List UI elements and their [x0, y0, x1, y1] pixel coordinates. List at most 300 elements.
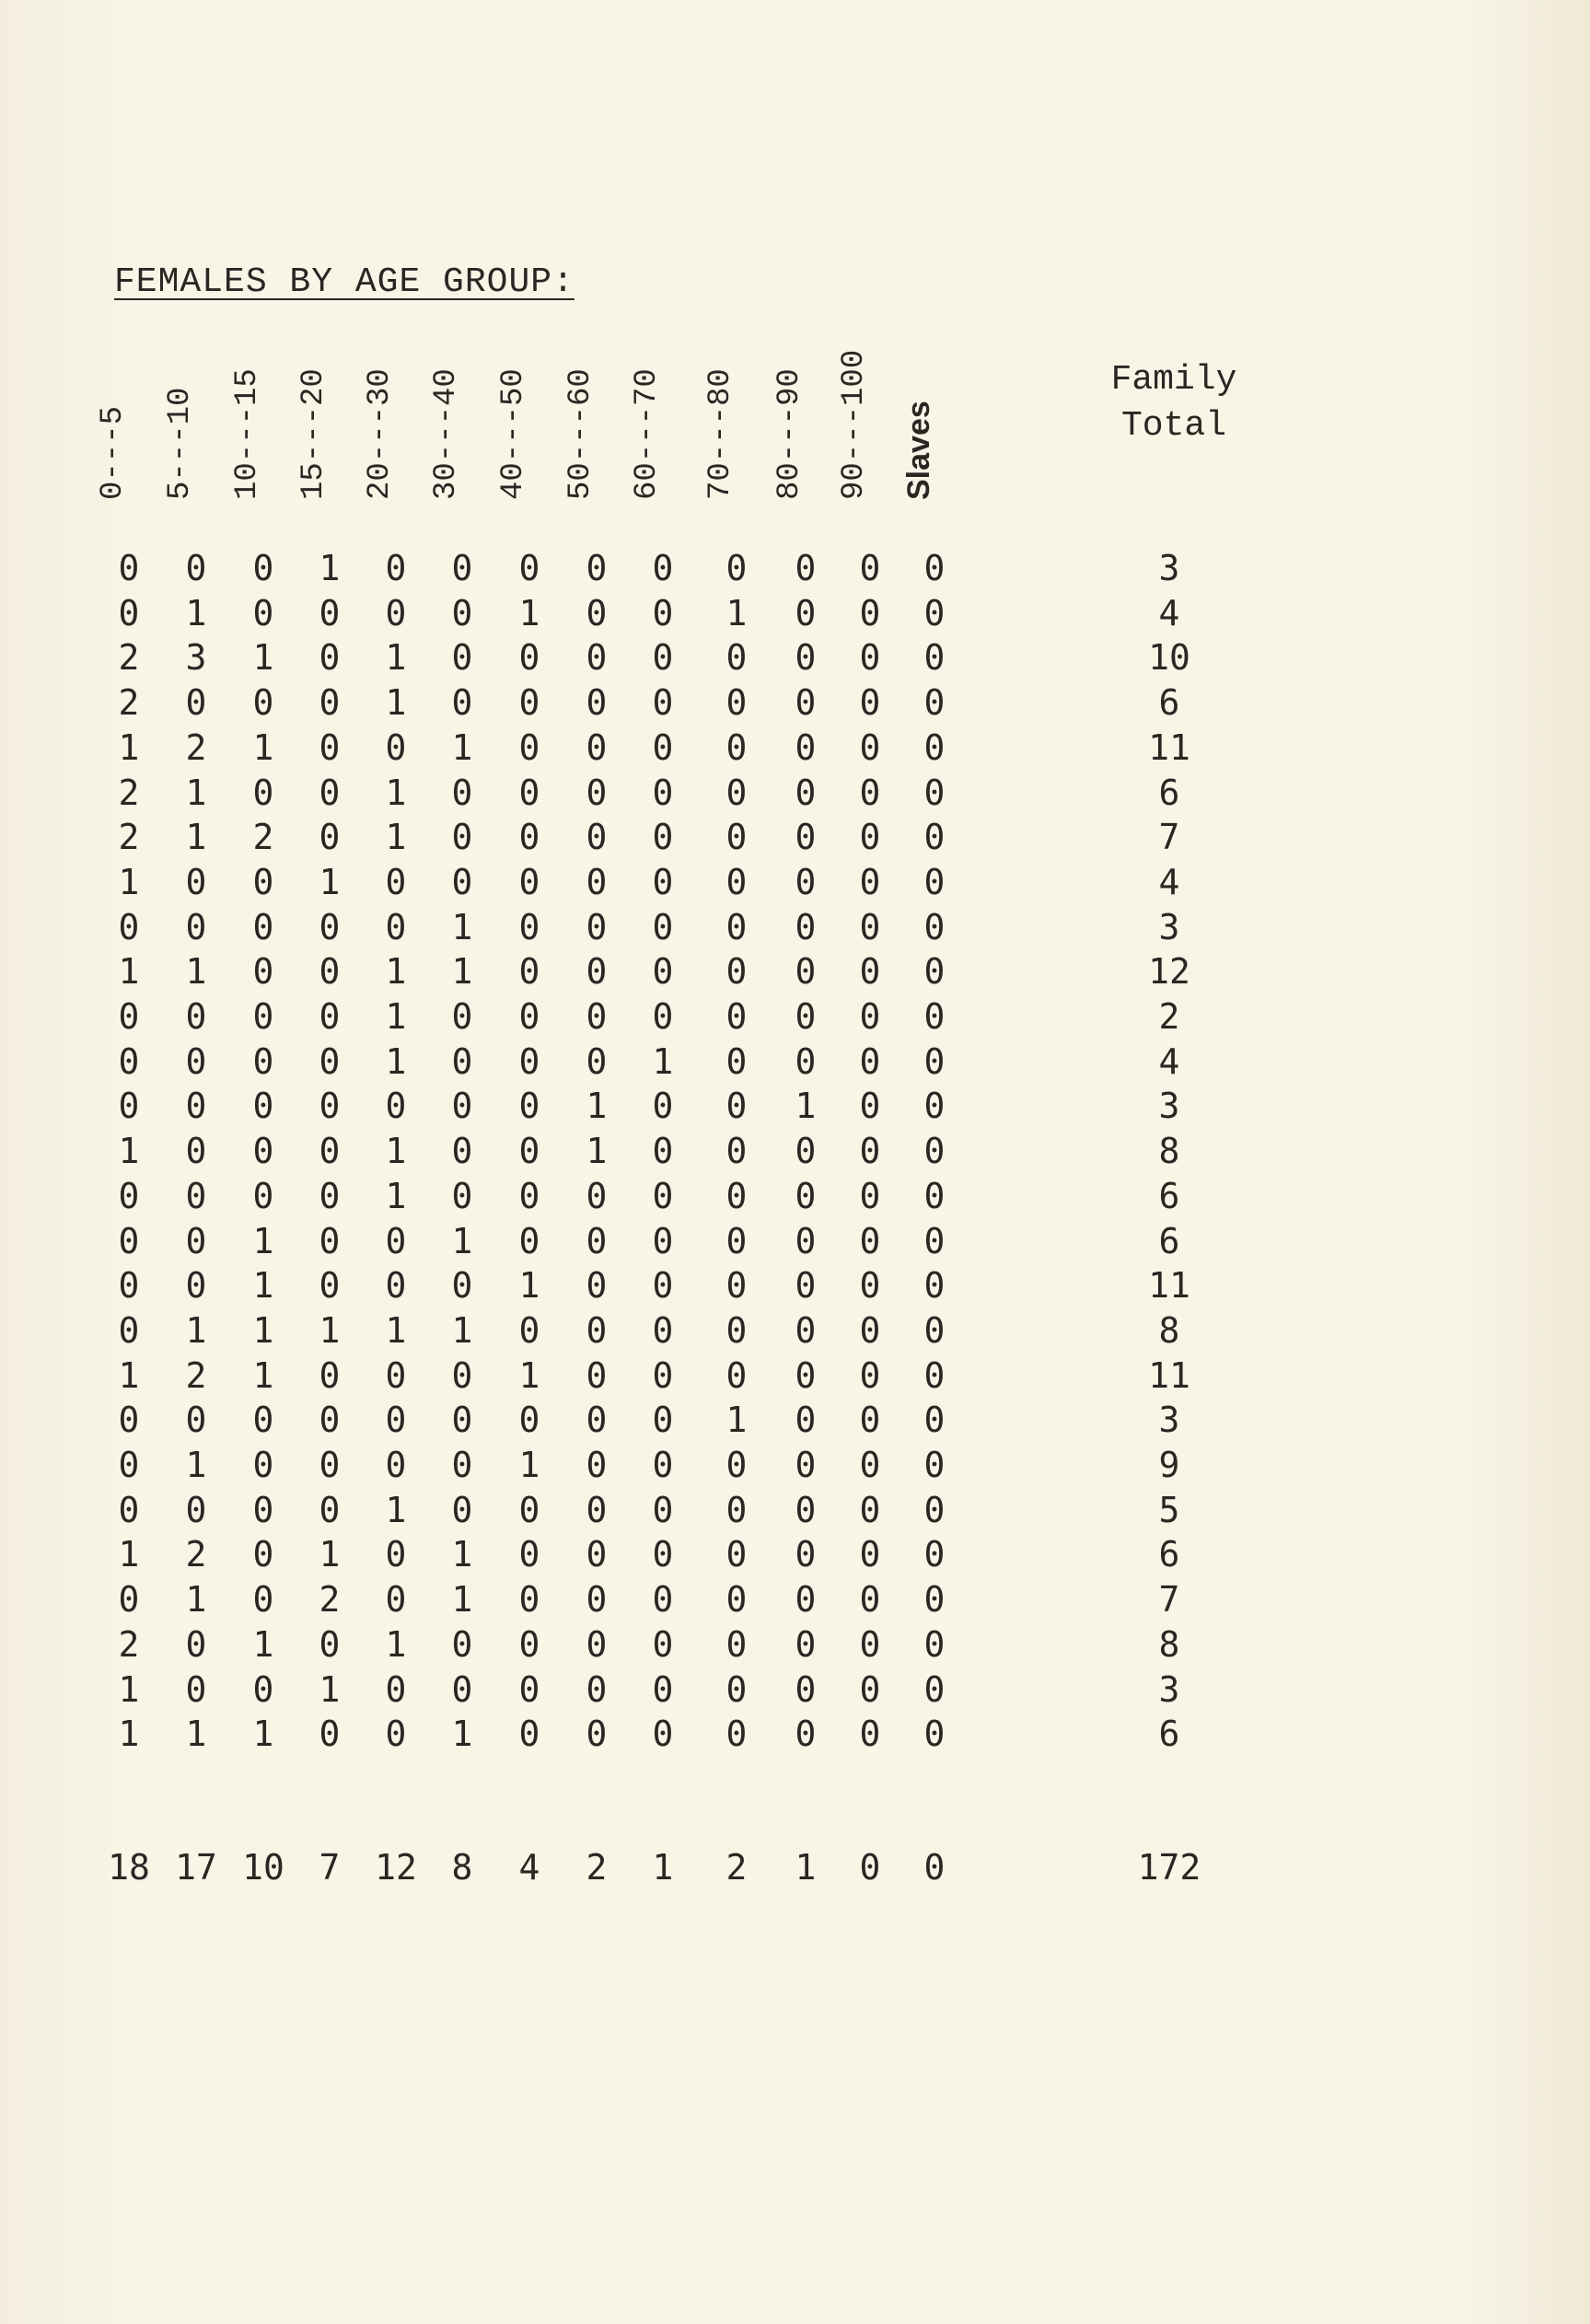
table-row — [0, 1129, 1289, 1173]
table-cell: 0 — [652, 1400, 674, 1441]
table-cell: 1 — [451, 1220, 473, 1261]
table-cell: 0 — [652, 1220, 674, 1261]
table-cell: 0 — [725, 1534, 748, 1575]
table-cell: 1 — [586, 1131, 608, 1172]
table-cell: 0 — [319, 1489, 341, 1530]
table-cell: 0 — [795, 1400, 817, 1441]
table-cell: 1 — [451, 951, 473, 993]
table-cell: 0 — [795, 1220, 817, 1261]
table-cell: 0 — [118, 906, 140, 947]
table-cell: 0 — [385, 1220, 407, 1261]
table-cell: 1 — [518, 1354, 540, 1396]
table-cell: 1 — [319, 1309, 341, 1351]
table-cell: 2 — [118, 772, 140, 813]
table-cell: 1 — [252, 637, 274, 679]
column-header-label: 50---60 — [563, 368, 598, 500]
table-cell: 0 — [859, 637, 881, 679]
table-cell: 0 — [185, 1175, 207, 1216]
table-cell: 0 — [859, 1175, 881, 1216]
table-row — [0, 1084, 1289, 1128]
table-cell: 0 — [185, 1131, 207, 1172]
table-cell: 1 — [451, 1579, 473, 1621]
table-cell: 1 — [385, 772, 407, 813]
table-cell: 0 — [795, 817, 817, 858]
table-cell: 0 — [118, 1086, 140, 1127]
table-row — [0, 771, 1289, 815]
family-total-cell: 3 — [1158, 1400, 1180, 1441]
column-total-cell: 8 — [451, 1847, 473, 1888]
table-row — [0, 1532, 1289, 1576]
table-cell: 0 — [586, 1534, 608, 1575]
table-cell: 0 — [923, 1445, 946, 1485]
column-header-label: 70---80 — [703, 368, 738, 500]
table-cell: 0 — [185, 861, 207, 902]
table-cell: 0 — [586, 861, 608, 902]
table-cell: 0 — [385, 1354, 407, 1396]
table-cell: 0 — [923, 1579, 946, 1621]
family-total-cell: 4 — [1158, 592, 1180, 633]
table-cell: 1 — [252, 1265, 274, 1307]
table-cell: 0 — [319, 996, 341, 1037]
family-total-cell: 12 — [1148, 951, 1190, 993]
table-cell: 0 — [652, 1489, 674, 1530]
table-row — [0, 635, 1289, 680]
table-cell: 0 — [586, 1040, 608, 1082]
table-cell: 0 — [859, 682, 881, 724]
table-cell: 0 — [586, 1623, 608, 1665]
column-header — [230, 331, 286, 516]
age-group-headers — [0, 331, 1013, 516]
family-total-cell: 3 — [1158, 906, 1180, 947]
family-total-cell: 7 — [1158, 1579, 1180, 1621]
table-cell: 1 — [319, 1668, 341, 1710]
table-row — [0, 1712, 1289, 1756]
table-cell: 0 — [923, 772, 946, 813]
family-total-cell: 11 — [1148, 726, 1190, 768]
table-cell: 0 — [795, 772, 817, 813]
table-cell: 0 — [795, 1265, 817, 1307]
table-cell: 0 — [923, 682, 946, 724]
table-cell: 0 — [252, 1131, 274, 1172]
column-header — [901, 331, 957, 516]
table-cell: 0 — [725, 1354, 748, 1396]
column-header — [363, 331, 419, 516]
table-cell: 0 — [859, 548, 881, 588]
table-cell: 0 — [385, 906, 407, 947]
table-cell: 0 — [725, 548, 748, 588]
table-cell: 0 — [185, 1220, 207, 1261]
column-header — [563, 331, 620, 516]
table-row — [0, 1040, 1289, 1084]
table-cell: 1 — [185, 1579, 207, 1621]
family-total-cell: 4 — [1158, 1040, 1180, 1082]
table-cell: 1 — [252, 726, 274, 768]
table-cell: 0 — [185, 1400, 207, 1441]
grand-total-cell: 172 — [1137, 1847, 1201, 1888]
table-cell: 0 — [451, 682, 473, 724]
family-total-cell: 6 — [1158, 1175, 1180, 1216]
table-cell: 0 — [795, 1445, 817, 1485]
table-cell: 0 — [319, 682, 341, 724]
table-cell: 0 — [185, 906, 207, 947]
table-cell: 1 — [385, 817, 407, 858]
column-total-cell: 18 — [108, 1847, 150, 1888]
table-cell: 0 — [319, 637, 341, 679]
table-cell: 0 — [923, 1265, 946, 1307]
table-cell: 0 — [725, 1579, 748, 1621]
table-cell: 0 — [725, 861, 748, 902]
table-cell: 0 — [725, 1040, 748, 1082]
table-row — [0, 546, 1289, 590]
table-cell: 1 — [385, 951, 407, 993]
table-cell: 0 — [451, 1040, 473, 1082]
table-cell: 0 — [185, 1086, 207, 1127]
table-cell: 0 — [319, 1175, 341, 1216]
totals-row — [0, 1845, 1289, 1891]
table-cell: 0 — [652, 861, 674, 902]
table-cell: 1 — [185, 592, 207, 633]
table-cell: 1 — [319, 861, 341, 902]
family-total-cell: 8 — [1158, 1309, 1180, 1351]
table-cell: 0 — [185, 1040, 207, 1082]
table-cell: 0 — [185, 1265, 207, 1307]
table-cell: 1 — [385, 1040, 407, 1082]
table-cell: 0 — [859, 1714, 881, 1755]
table-cell: 0 — [652, 1579, 674, 1621]
column-header-label: 40---50 — [496, 368, 531, 500]
table-cell: 1 — [586, 1086, 608, 1127]
table-cell: 0 — [795, 1534, 817, 1575]
column-header — [163, 331, 219, 516]
table-cell: 0 — [923, 1131, 946, 1172]
table-cell: 0 — [859, 1489, 881, 1530]
table-cell: 0 — [859, 1354, 881, 1396]
table-cell: 1 — [185, 1445, 207, 1485]
table-cell: 0 — [252, 951, 274, 993]
table-cell: 0 — [118, 592, 140, 633]
table-cell: 0 — [652, 772, 674, 813]
table-cell: 0 — [725, 1623, 748, 1665]
table-cell: 0 — [795, 1040, 817, 1082]
table-row — [0, 1354, 1289, 1398]
table-cell: 0 — [923, 1623, 946, 1665]
table-cell: 1 — [385, 1623, 407, 1665]
table-cell: 0 — [252, 1489, 274, 1530]
column-header-label: 30---40 — [429, 368, 464, 500]
table-cell: 0 — [586, 1668, 608, 1710]
table-cell: 0 — [795, 1131, 817, 1172]
table-row — [0, 1488, 1289, 1532]
table-cell: 1 — [518, 592, 540, 633]
table-cell: 0 — [185, 1489, 207, 1530]
table-cell: 2 — [185, 726, 207, 768]
family-total-cell: 6 — [1158, 1714, 1180, 1755]
table-cell: 0 — [319, 817, 341, 858]
table-cell: 0 — [385, 1668, 407, 1710]
column-header — [429, 331, 485, 516]
table-cell: 0 — [252, 682, 274, 724]
table-cell: 0 — [518, 906, 540, 947]
table-cell: 0 — [385, 726, 407, 768]
table-cell: 0 — [586, 592, 608, 633]
table-cell: 0 — [859, 1086, 881, 1127]
table-cell: 1 — [185, 817, 207, 858]
table-cell: 0 — [652, 592, 674, 633]
table-cell: 0 — [518, 1668, 540, 1710]
table-cell: 0 — [319, 1131, 341, 1172]
table-cell: 0 — [319, 772, 341, 813]
table-cell: 0 — [185, 682, 207, 724]
table-cell: 0 — [586, 951, 608, 993]
table-cell: 1 — [252, 1220, 274, 1261]
table-cell: 1 — [385, 1489, 407, 1530]
table-cell: 0 — [451, 1131, 473, 1172]
table-cell: 0 — [923, 1309, 946, 1351]
table-cell: 0 — [652, 548, 674, 588]
table-cell: 0 — [652, 1131, 674, 1172]
table-cell: 1 — [725, 592, 748, 633]
table-cell: 0 — [252, 1445, 274, 1485]
table-cell: 0 — [451, 1623, 473, 1665]
table-cell: 0 — [652, 637, 674, 679]
table-cell: 1 — [185, 1714, 207, 1755]
table-cell: 1 — [451, 1309, 473, 1351]
table-cell: 0 — [118, 996, 140, 1037]
table-row — [0, 949, 1289, 994]
table-cell: 0 — [518, 1131, 540, 1172]
table-cell: 0 — [518, 1714, 540, 1755]
column-header — [630, 331, 686, 516]
table-cell: 0 — [118, 1579, 140, 1621]
table-cell: 0 — [586, 682, 608, 724]
family-total-cell: 4 — [1158, 861, 1180, 902]
table-cell: 0 — [923, 726, 946, 768]
table-cell: 1 — [385, 1175, 407, 1216]
table-cell: 0 — [518, 1309, 540, 1351]
table-cell: 0 — [451, 1265, 473, 1307]
table-cell: 0 — [725, 1175, 748, 1216]
family-total-cell: 2 — [1158, 996, 1180, 1037]
table-cell: 0 — [252, 1086, 274, 1127]
table-cell: 0 — [923, 548, 946, 588]
table-cell: 0 — [451, 548, 473, 588]
table-cell: 0 — [586, 726, 608, 768]
column-header — [496, 331, 552, 516]
table-cell: 0 — [586, 1265, 608, 1307]
table-cell: 0 — [859, 951, 881, 993]
table-cell: 0 — [451, 1400, 473, 1441]
table-cell: 0 — [923, 1040, 946, 1082]
table-cell: 0 — [795, 951, 817, 993]
table-cell: 0 — [586, 906, 608, 947]
table-cell: 0 — [795, 682, 817, 724]
table-cell: 0 — [725, 951, 748, 993]
table-cell: 2 — [118, 1623, 140, 1665]
table-cell: 0 — [923, 1714, 946, 1755]
table-cell: 0 — [725, 1445, 748, 1485]
table-cell: 0 — [385, 1579, 407, 1621]
table-cell: 0 — [319, 726, 341, 768]
table-cell: 0 — [652, 906, 674, 947]
table-cell: 1 — [252, 1714, 274, 1755]
table-cell: 2 — [118, 817, 140, 858]
column-total-cell: 2 — [586, 1847, 608, 1888]
column-header-label: 0---5 — [96, 405, 131, 500]
column-total-cell: 17 — [175, 1847, 217, 1888]
table-cell: 0 — [451, 1086, 473, 1127]
family-total-header-line-1: Family — [1110, 360, 1237, 400]
table-cell: 0 — [118, 548, 140, 588]
column-total-cell: 7 — [319, 1847, 341, 1888]
table-cell: 0 — [795, 1714, 817, 1755]
table-cell: 0 — [795, 592, 817, 633]
table-cell: 0 — [652, 817, 674, 858]
table-cell: 1 — [451, 1714, 473, 1755]
table-cell: 0 — [795, 1623, 817, 1665]
table-cell: 0 — [586, 1579, 608, 1621]
table-cell: 3 — [185, 637, 207, 679]
table-cell: 0 — [518, 1623, 540, 1665]
table-cell: 1 — [118, 1354, 140, 1396]
table-cell: 1 — [652, 1040, 674, 1082]
table-cell: 0 — [859, 1040, 881, 1082]
table-cell: 1 — [118, 1668, 140, 1710]
table-cell: 2 — [252, 817, 274, 858]
table-cell: 1 — [118, 1131, 140, 1172]
table-cell: 0 — [385, 1265, 407, 1307]
table-row — [0, 994, 1289, 1039]
table-cell: 0 — [795, 996, 817, 1037]
table-cell: 0 — [586, 1400, 608, 1441]
column-header — [296, 331, 353, 516]
family-total-cell: 11 — [1148, 1265, 1190, 1307]
table-cell: 0 — [725, 1086, 748, 1127]
column-header — [703, 331, 760, 516]
table-cell: 1 — [118, 951, 140, 993]
table-cell: 0 — [319, 1086, 341, 1127]
table-cell: 0 — [385, 1445, 407, 1485]
table-cell: 1 — [118, 861, 140, 902]
table-cell: 1 — [451, 906, 473, 947]
table-cell: 0 — [652, 1265, 674, 1307]
column-header — [772, 331, 829, 516]
column-total-cell: 1 — [652, 1847, 674, 1888]
table-cell: 0 — [451, 592, 473, 633]
table-cell: 0 — [252, 1534, 274, 1575]
table-cell: 0 — [725, 1714, 748, 1755]
table-cell: 0 — [252, 592, 274, 633]
table-cell: 0 — [518, 817, 540, 858]
table-cell: 0 — [319, 1354, 341, 1396]
table-cell: 0 — [586, 1445, 608, 1485]
table-cell: 0 — [518, 1489, 540, 1530]
table-cell: 0 — [859, 1220, 881, 1261]
table-cell: 0 — [518, 1579, 540, 1621]
table-cell: 0 — [795, 637, 817, 679]
table-cell: 0 — [923, 817, 946, 858]
family-total-cell: 8 — [1158, 1623, 1180, 1665]
table-cell: 0 — [252, 772, 274, 813]
table-cell: 2 — [185, 1534, 207, 1575]
family-total-cell: 9 — [1158, 1445, 1180, 1485]
table-cell: 0 — [586, 1309, 608, 1351]
table-cell: 0 — [518, 1175, 540, 1216]
family-total-cell: 3 — [1158, 548, 1180, 588]
table-cell: 0 — [385, 548, 407, 588]
table-cell: 0 — [118, 1445, 140, 1485]
table-cell: 0 — [652, 682, 674, 724]
table-cell: 0 — [859, 772, 881, 813]
table-cell: 0 — [795, 1175, 817, 1216]
table-cell: 1 — [252, 1354, 274, 1396]
table-cell: 0 — [319, 1623, 341, 1665]
table-cell: 0 — [518, 682, 540, 724]
table-cell: 1 — [385, 1131, 407, 1172]
table-cell: 0 — [586, 1354, 608, 1396]
table-cell: 0 — [518, 861, 540, 902]
column-header-label: Slaves — [901, 401, 936, 500]
table-cell: 0 — [451, 772, 473, 813]
family-total-cell: 5 — [1158, 1489, 1180, 1530]
table-row — [0, 1263, 1289, 1307]
table-cell: 0 — [518, 996, 540, 1037]
table-cell: 0 — [518, 726, 540, 768]
table-cell: 0 — [652, 1714, 674, 1755]
table-cell: 0 — [385, 1086, 407, 1127]
table-cell: 0 — [252, 861, 274, 902]
table-row — [0, 680, 1289, 725]
table-cell: 0 — [118, 1175, 140, 1216]
table-row — [0, 591, 1289, 635]
table-cell: 0 — [923, 951, 946, 993]
table-cell: 0 — [451, 1175, 473, 1216]
table-cell: 0 — [859, 1400, 881, 1441]
table-cell: 0 — [385, 1534, 407, 1575]
table-cell: 0 — [586, 1220, 608, 1261]
table-cell: 2 — [185, 1354, 207, 1396]
table-cell: 0 — [652, 1534, 674, 1575]
table-cell: 0 — [319, 951, 341, 993]
table-cell: 0 — [385, 861, 407, 902]
page-title: FEMALES BY AGE GROUP: — [114, 262, 574, 302]
table-cell: 0 — [725, 1220, 748, 1261]
table-cell: 1 — [385, 637, 407, 679]
table-cell: 0 — [795, 1668, 817, 1710]
table-cell: 1 — [118, 1714, 140, 1755]
table-cell: 0 — [252, 1040, 274, 1082]
table-cell: 0 — [118, 1400, 140, 1441]
table-cell: 0 — [518, 1400, 540, 1441]
table-cell: 0 — [923, 1175, 946, 1216]
table-cell: 1 — [252, 1309, 274, 1351]
table-cell: 0 — [725, 817, 748, 858]
table-cell: 0 — [252, 906, 274, 947]
table-cell: 0 — [859, 1534, 881, 1575]
table-cell: 0 — [795, 726, 817, 768]
table-cell: 0 — [795, 861, 817, 902]
table-cell: 0 — [319, 1040, 341, 1082]
family-total-cell: 7 — [1158, 817, 1180, 858]
column-total-cell: 4 — [518, 1847, 540, 1888]
table-cell: 0 — [795, 1579, 817, 1621]
table-cell: 0 — [923, 906, 946, 947]
column-header — [96, 331, 152, 516]
table-cell: 0 — [451, 1445, 473, 1485]
table-cell: 0 — [451, 861, 473, 902]
table-cell: 0 — [859, 906, 881, 947]
table-cell: 0 — [385, 1714, 407, 1755]
column-total-cell: 2 — [725, 1847, 748, 1888]
